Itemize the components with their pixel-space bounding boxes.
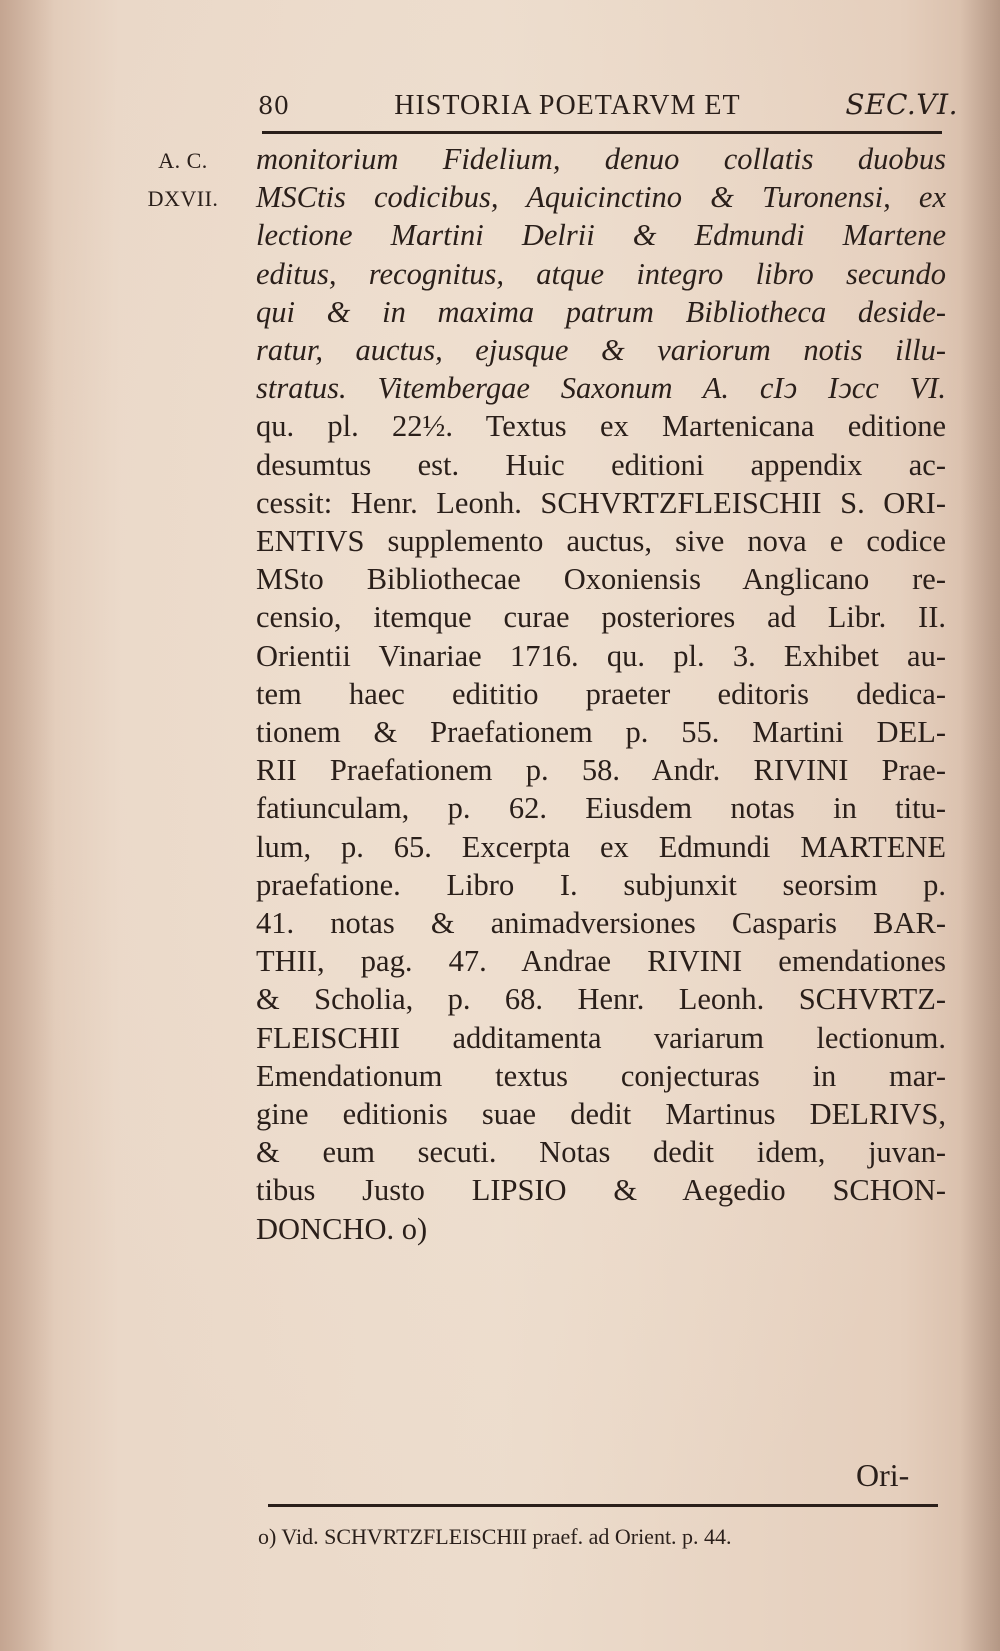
catchword: Ori- [856,1457,910,1493]
page-number: 80 [258,92,290,120]
text-line: qui & in maxima patrum Bibliotheca deside- [256,294,946,329]
text-line: tionem & Praefationem p. 55. Martini DEL- [256,715,946,750]
text-line: editus, recognitus, atque integro libro secundo [256,256,946,291]
text-line: ratur, auctus, ejusque & variorum notis illu- [256,333,946,368]
text-line: monitorium Fidelium, denuo collatis duobus [256,142,946,176]
text-line: RII Praefationem p. 58. Andr. RIVINI Prae- [256,753,946,788]
body-text [256,140,946,1248]
text-line: FLEISCHII additamenta variarum lectionum. [256,1020,946,1055]
text-line: DONCHO. o) [256,1211,428,1246]
text-line: tibus Justo LIPSIO & Aegedio SCHON- [256,1173,946,1208]
spine-shadow [0,0,55,1651]
footnote: o) Vid. SCHVRTZFLEISCHII praef. ad Orient. p. 44. [258,1524,732,1549]
text-line: lectione Martini Delrii & Edmundi Martene [256,218,946,253]
margin-note-line: DXVII. [147,186,219,211]
text-line: qu. pl. 22½. Textus ex Martenicana editione [256,409,946,444]
section-label: SEC.VI. [845,88,958,121]
running-title: HISTORIA POETARVM ET [394,90,741,121]
text-line: & Scholia, p. 68. Henr. Leonh. SCHVRTZ- [256,982,946,1017]
header-rule [262,131,942,134]
running-header [258,88,958,128]
text-line: Orientii Vinariae 1716. qu. pl. 3. Exhibet au- [256,638,946,673]
text-line: fatiunculam, p. 62. Eiusdem notas in titu- [256,791,946,826]
text-line: desumtus est. Huic editioni appendix ac- [256,447,946,482]
margin-note [128,142,238,218]
text-line: lum, p. 65. Excerpta ex Edmundi MARTENE [256,829,946,864]
text-line: & eum secuti. Notas dedit idem, juvan- [256,1135,946,1170]
footnote-rule [268,1504,938,1507]
text-line: tem haec edititio praeter editoris dedica- [256,676,946,711]
text-line: censio, itemque curae posteriores ad Libr. II. [256,600,946,635]
text-line: praefatione. Libro I. subjunxit seorsim p. [256,867,946,902]
margin-note-line: A. C. [158,148,208,173]
text-line: stratus. Vitembergae Saxonum A. cIↄ Iↄcc VI. [256,371,946,406]
text-line: THII, pag. 47. Andrae RIVINI emendationes [256,944,946,979]
text-line: MSCtis codicibus, Aquicinctino & Turonensi, ex [256,180,946,215]
text-line: ENTIVS supplemento auctus, sive nova e codice [256,524,946,559]
text-line: Emendationum textus conjecturas in mar- [256,1058,946,1093]
text-line: 41. notas & animadversiones Casparis BAR- [256,906,946,941]
text-line: MSto Bibliothecae Oxoniensis Anglicano re- [256,562,946,597]
text-line: cessit: Henr. Leonh. SCHVRTZFLEISCHII S. ORI- [256,485,946,520]
page-edge-shadow [960,0,1000,1651]
text-line: gine editionis suae dedit Martinus DELRIVS, [256,1097,946,1132]
